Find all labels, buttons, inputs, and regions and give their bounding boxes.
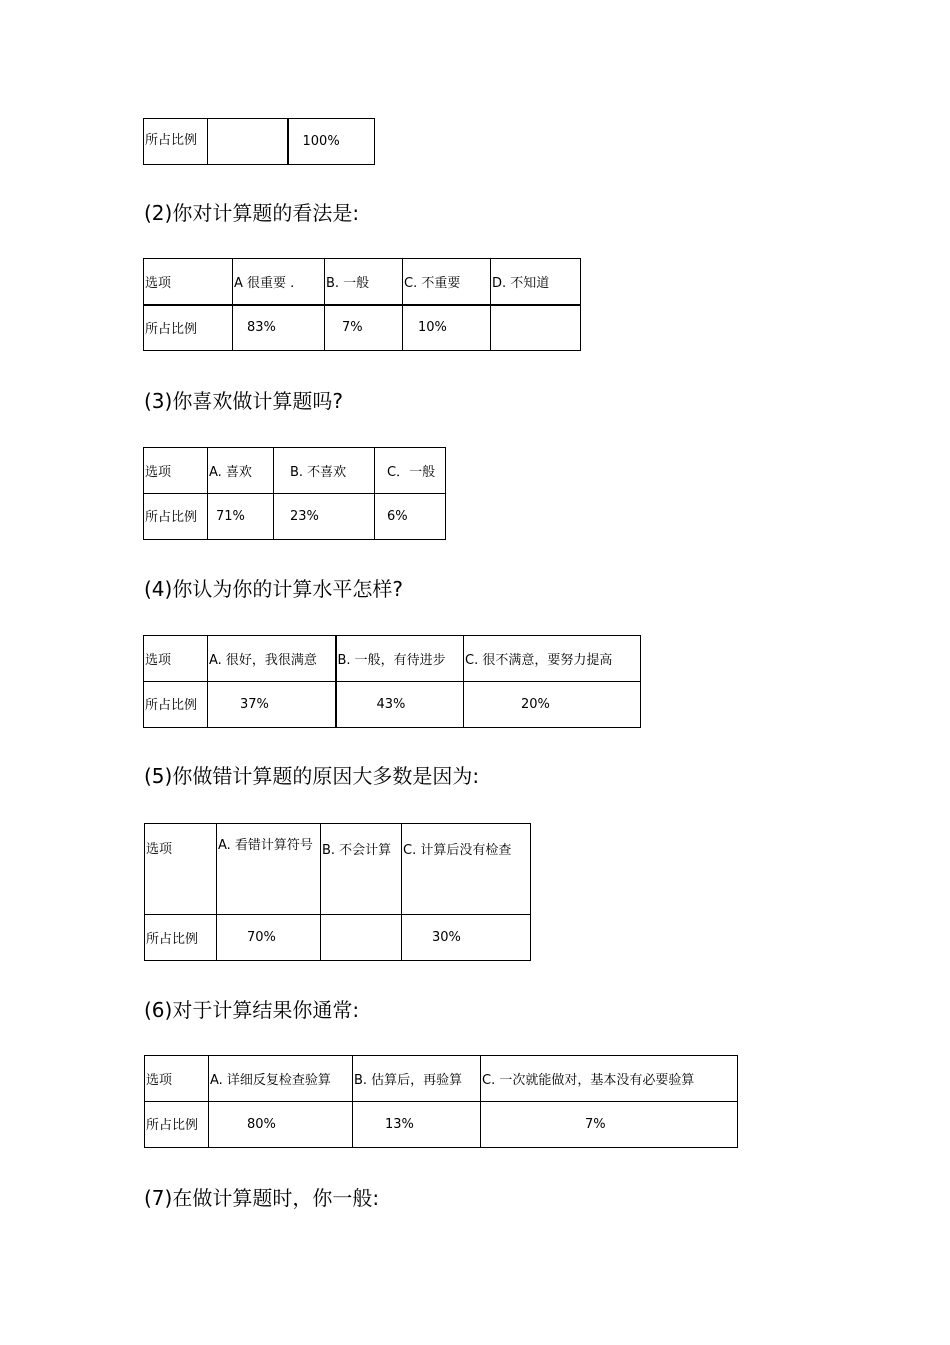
value-cell: 80% bbox=[209, 1102, 353, 1148]
value-cell: 37% bbox=[208, 682, 336, 728]
value-cell: 7% bbox=[325, 305, 403, 351]
header-cell: C. 很不满意，要努力提高 bbox=[464, 636, 641, 682]
table-row bbox=[145, 1102, 738, 1148]
header-cell: B. 不喜欢 bbox=[274, 448, 375, 494]
question-title-4: (4)你认为你的计算水平怎样? bbox=[144, 577, 403, 601]
value-cell: 43% bbox=[336, 682, 464, 728]
table-row bbox=[144, 259, 581, 305]
header-cell: A 很重要 . bbox=[233, 259, 325, 305]
value-cell: 23% bbox=[274, 494, 375, 540]
header-cell: B. 不会计算 bbox=[321, 824, 402, 915]
table-q5 bbox=[144, 823, 531, 961]
header-cell: A. 看错计算符号 bbox=[217, 824, 321, 915]
header-cell: 选项 bbox=[144, 259, 233, 305]
header-cell: B. 一般 bbox=[325, 259, 403, 305]
table-row bbox=[144, 682, 641, 728]
table-cell bbox=[208, 119, 288, 165]
header-cell: C．一般 bbox=[375, 448, 446, 494]
header-cell: A. 详细反复检查验算 bbox=[209, 1056, 353, 1102]
table-row bbox=[144, 305, 581, 351]
table-row bbox=[145, 824, 531, 915]
row-label: 所占比例 bbox=[144, 494, 208, 540]
table-cell: 100% bbox=[288, 119, 375, 165]
value-cell: 10% bbox=[403, 305, 491, 351]
header-cell: C. 不重要 bbox=[403, 259, 491, 305]
table-q4 bbox=[143, 635, 641, 728]
header-cell: A. 很好，我很满意 bbox=[208, 636, 336, 682]
header-cell: C. 一次就能做对，基本没有必要验算 bbox=[481, 1056, 738, 1102]
row-label: 所占比例 bbox=[144, 305, 233, 351]
value-cell: 70% bbox=[217, 915, 321, 961]
table-row bbox=[144, 494, 446, 540]
row-label: 所占比例 bbox=[144, 682, 208, 728]
question-title-3: (3)你喜欢做计算题吗? bbox=[144, 389, 343, 413]
value-cell: 30% bbox=[402, 915, 531, 961]
value-cell bbox=[491, 305, 581, 351]
table-row bbox=[145, 915, 531, 961]
table-row bbox=[144, 119, 375, 165]
row-label: 所占比例 bbox=[144, 119, 208, 165]
value-cell: 20% bbox=[464, 682, 641, 728]
row-label: 所占比例 bbox=[145, 915, 217, 961]
header-cell: B. 估算后，再验算 bbox=[353, 1056, 481, 1102]
table-q1-partial bbox=[143, 118, 375, 165]
value-cell: 13% bbox=[353, 1102, 481, 1148]
table-q2 bbox=[143, 258, 581, 351]
question-title-5: (5)你做错计算题的原因大多数是因为: bbox=[144, 764, 480, 788]
header-cell: 选项 bbox=[144, 448, 208, 494]
question-title-6: (6)对于计算结果你通常: bbox=[144, 998, 360, 1022]
header-cell: B. 一般，有待进步 bbox=[336, 636, 464, 682]
table-q6 bbox=[144, 1055, 738, 1148]
value-cell: 71% bbox=[208, 494, 274, 540]
header-cell: 选项 bbox=[145, 1056, 209, 1102]
table-row bbox=[144, 636, 641, 682]
value-cell bbox=[321, 915, 402, 961]
table-row bbox=[144, 448, 446, 494]
question-title-2: (2)你对计算题的看法是: bbox=[144, 201, 360, 225]
row-label: 所占比例 bbox=[145, 1102, 209, 1148]
value-cell: 6% bbox=[375, 494, 446, 540]
value-cell: 7% bbox=[481, 1102, 738, 1148]
table-row bbox=[145, 1056, 738, 1102]
question-title-7: (7)在做计算题时，你一般: bbox=[144, 1186, 380, 1210]
header-cell: 选项 bbox=[145, 824, 217, 915]
header-cell: 选项 bbox=[144, 636, 208, 682]
header-cell: C. 计算后没有检查 bbox=[402, 824, 531, 915]
header-cell: D. 不知道 bbox=[491, 259, 581, 305]
table-q3 bbox=[143, 447, 446, 540]
value-cell: 83% bbox=[233, 305, 325, 351]
header-cell: A. 喜欢 bbox=[208, 448, 274, 494]
